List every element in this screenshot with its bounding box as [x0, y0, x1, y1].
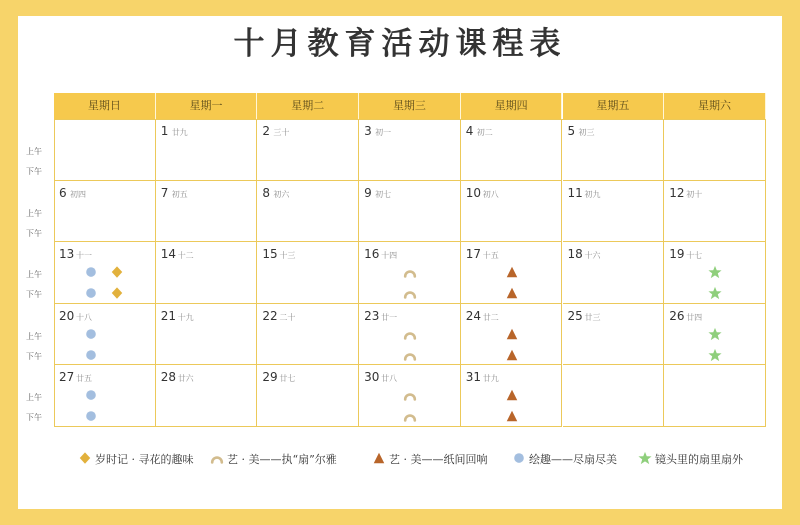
lunar-date: 廿八 — [381, 374, 398, 384]
day-number: 20 — [59, 308, 75, 323]
lunar-date: 初一 — [375, 128, 392, 137]
period-label-am: 上午 — [26, 147, 42, 156]
lunar-date: 十二 — [177, 251, 194, 261]
day-number: 13 — [59, 247, 75, 262]
period-label-am: 上午 — [26, 393, 42, 403]
weekday-header: 星期六 — [664, 93, 766, 119]
day-number: 24 — [465, 308, 482, 323]
calendar-day-cell — [156, 119, 258, 181]
lunar-date: 十四 — [381, 251, 398, 261]
calendar-day-cell — [54, 119, 156, 181]
arch-icon — [403, 387, 419, 401]
lunar-date: 初五 — [171, 189, 188, 199]
calendar-day-cell — [54, 365, 156, 427]
day-number: 25 — [567, 308, 583, 323]
day-number: 12 — [669, 185, 685, 200]
lunar-date: 初八 — [482, 189, 499, 199]
lunar-date: 初七 — [375, 189, 392, 199]
star-icon — [708, 326, 724, 340]
legend-label: 艺 · 美——执“扇”尔雅 — [227, 453, 337, 466]
lunar-date: 十九 — [177, 312, 194, 322]
legend-label: 绘趣——尽扇尽美 — [529, 453, 617, 466]
calendar-day-cell — [257, 304, 359, 366]
day-number: 9 — [364, 185, 372, 200]
calendar-day-cell — [156, 304, 258, 366]
lunar-date: 廿九 — [482, 374, 499, 384]
lunar-date: 十五 — [482, 251, 499, 261]
star-icon — [708, 285, 724, 299]
period-label-am: 上午 — [26, 270, 42, 280]
calendar-day-cell — [156, 181, 258, 243]
period-label-am: 上午 — [26, 331, 42, 341]
day-number: 5 — [567, 124, 576, 138]
arch-icon — [403, 347, 419, 361]
calendar-day-cell — [664, 181, 766, 243]
day-number: 28 — [160, 370, 176, 385]
star-icon — [708, 264, 724, 278]
day-number: 8 — [262, 185, 271, 200]
triangle-icon — [505, 326, 521, 340]
weekday-header: 星期五 — [563, 93, 665, 119]
lunar-date: 廿三 — [584, 312, 601, 322]
calendar-day-cell — [461, 365, 563, 427]
diamond-icon — [110, 264, 126, 278]
triangle-icon — [505, 347, 521, 361]
day-number: 3 — [364, 124, 372, 138]
weekday-header: 星期四 — [461, 93, 563, 119]
lunar-date: 十一 — [76, 251, 92, 261]
calendar-day-cell — [257, 181, 359, 243]
lunar-date: 廿五 — [76, 374, 92, 384]
legend-label: 艺 · 美——纸间回响 — [389, 453, 488, 466]
lunar-date: 廿六 — [177, 374, 194, 384]
period-label-pm: 下午 — [26, 228, 42, 238]
legend-label: 岁时记 · 寻花的趣味 — [95, 453, 194, 466]
lunar-date: 廿二 — [482, 312, 499, 322]
weekday-header: 星期二 — [257, 93, 359, 119]
arch-icon — [403, 285, 419, 299]
triangle-icon — [505, 408, 521, 422]
day-number: 2 — [262, 124, 271, 138]
calendar-day-cell — [563, 181, 665, 243]
lunar-date: 十七 — [686, 251, 703, 261]
lunar-date: 初十 — [686, 189, 703, 199]
lunar-date: 初三 — [578, 128, 595, 137]
calendar-day-cell — [563, 365, 665, 427]
lunar-date: 廿四 — [686, 312, 703, 322]
calendar-day-cell — [461, 119, 563, 181]
calendar-day-cell — [156, 365, 258, 427]
calendar-day-cell — [664, 304, 766, 366]
calendar-day-cell — [461, 242, 563, 304]
day-number: 21 — [160, 308, 176, 323]
lunar-date: 廿一 — [381, 312, 398, 322]
arch-icon — [403, 326, 419, 340]
day-number: 15 — [262, 247, 278, 262]
lunar-date: 二十 — [279, 312, 296, 322]
arch-icon — [403, 408, 419, 422]
day-number: 26 — [669, 308, 685, 323]
lunar-date: 初六 — [273, 189, 290, 199]
page-title: 十月教育活动课程表 — [233, 26, 567, 62]
weekday-header: 星期三 — [359, 93, 461, 119]
circle-icon — [84, 264, 100, 278]
calendar-day-cell — [359, 242, 461, 304]
circle-icon — [84, 408, 100, 422]
calendar-day-cell — [359, 119, 461, 181]
lunar-date: 十八 — [76, 312, 92, 322]
calendar-day-cell — [257, 119, 359, 181]
arch-icon — [210, 451, 224, 465]
calendar-day-cell — [563, 304, 665, 366]
lunar-date: 十三 — [279, 251, 296, 261]
circle-icon — [512, 451, 526, 465]
circle-icon — [84, 387, 100, 401]
day-number: 30 — [364, 370, 380, 385]
day-number: 6 — [59, 185, 67, 200]
day-number: 7 — [160, 185, 169, 200]
day-number: 19 — [669, 247, 685, 262]
weekday-header: 星期一 — [156, 93, 258, 119]
day-number: 18 — [567, 247, 583, 262]
diamond-icon — [110, 285, 126, 299]
day-number: 4 — [465, 124, 474, 138]
period-label-am: 上午 — [26, 208, 42, 218]
calendar-day-cell — [359, 365, 461, 427]
lunar-date: 廿九 — [171, 128, 188, 137]
calendar-day-cell — [461, 181, 563, 243]
day-number: 31 — [465, 370, 482, 385]
day-number: 22 — [262, 308, 278, 323]
lunar-date: 廿七 — [279, 374, 296, 384]
triangle-icon — [505, 387, 521, 401]
lunar-date: 十六 — [584, 251, 601, 261]
diamond-icon — [78, 451, 92, 465]
day-number: 29 — [262, 370, 278, 385]
star-icon — [638, 451, 652, 465]
period-label-pm: 下午 — [26, 351, 42, 361]
weekday-header: 星期日 — [54, 93, 156, 119]
day-number: 1 — [160, 124, 169, 138]
day-number: 16 — [364, 247, 380, 262]
circle-icon — [84, 285, 100, 299]
day-number: 11 — [567, 185, 583, 200]
triangle-icon — [372, 451, 386, 465]
legend-label: 镜头里的扇里扇外 — [655, 453, 743, 466]
calendar-day-cell — [54, 304, 156, 366]
day-number: 10 — [465, 185, 482, 200]
star-icon — [708, 347, 724, 361]
day-number: 17 — [465, 247, 482, 262]
calendar-day-cell — [664, 365, 766, 427]
circle-icon — [84, 347, 100, 361]
triangle-icon — [505, 285, 521, 299]
calendar-day-cell — [156, 242, 258, 304]
period-label-pm: 下午 — [26, 290, 42, 300]
lunar-date: 初四 — [70, 189, 86, 199]
calendar-day-cell — [664, 242, 766, 304]
day-number: 14 — [160, 247, 176, 262]
arch-icon — [403, 264, 419, 278]
lunar-date: 初二 — [476, 128, 493, 137]
day-number: 23 — [364, 308, 380, 323]
calendar-day-cell — [54, 242, 156, 304]
calendar-day-cell — [359, 181, 461, 243]
calendar-day-cell — [563, 119, 665, 181]
calendar-day-cell — [563, 242, 665, 304]
calendar-day-cell — [54, 181, 156, 243]
calendar-day-cell — [257, 242, 359, 304]
calendar-day-cell — [359, 304, 461, 366]
calendar-day-cell — [664, 119, 766, 181]
lunar-date: 初九 — [584, 189, 601, 199]
period-label-pm: 下午 — [26, 167, 42, 176]
calendar-day-cell — [257, 365, 359, 427]
day-number: 27 — [59, 370, 75, 385]
lunar-date: 三十 — [273, 128, 290, 137]
circle-icon — [84, 326, 100, 340]
triangle-icon — [505, 264, 521, 278]
period-label-pm: 下午 — [26, 413, 42, 423]
calendar-day-cell — [461, 304, 563, 366]
